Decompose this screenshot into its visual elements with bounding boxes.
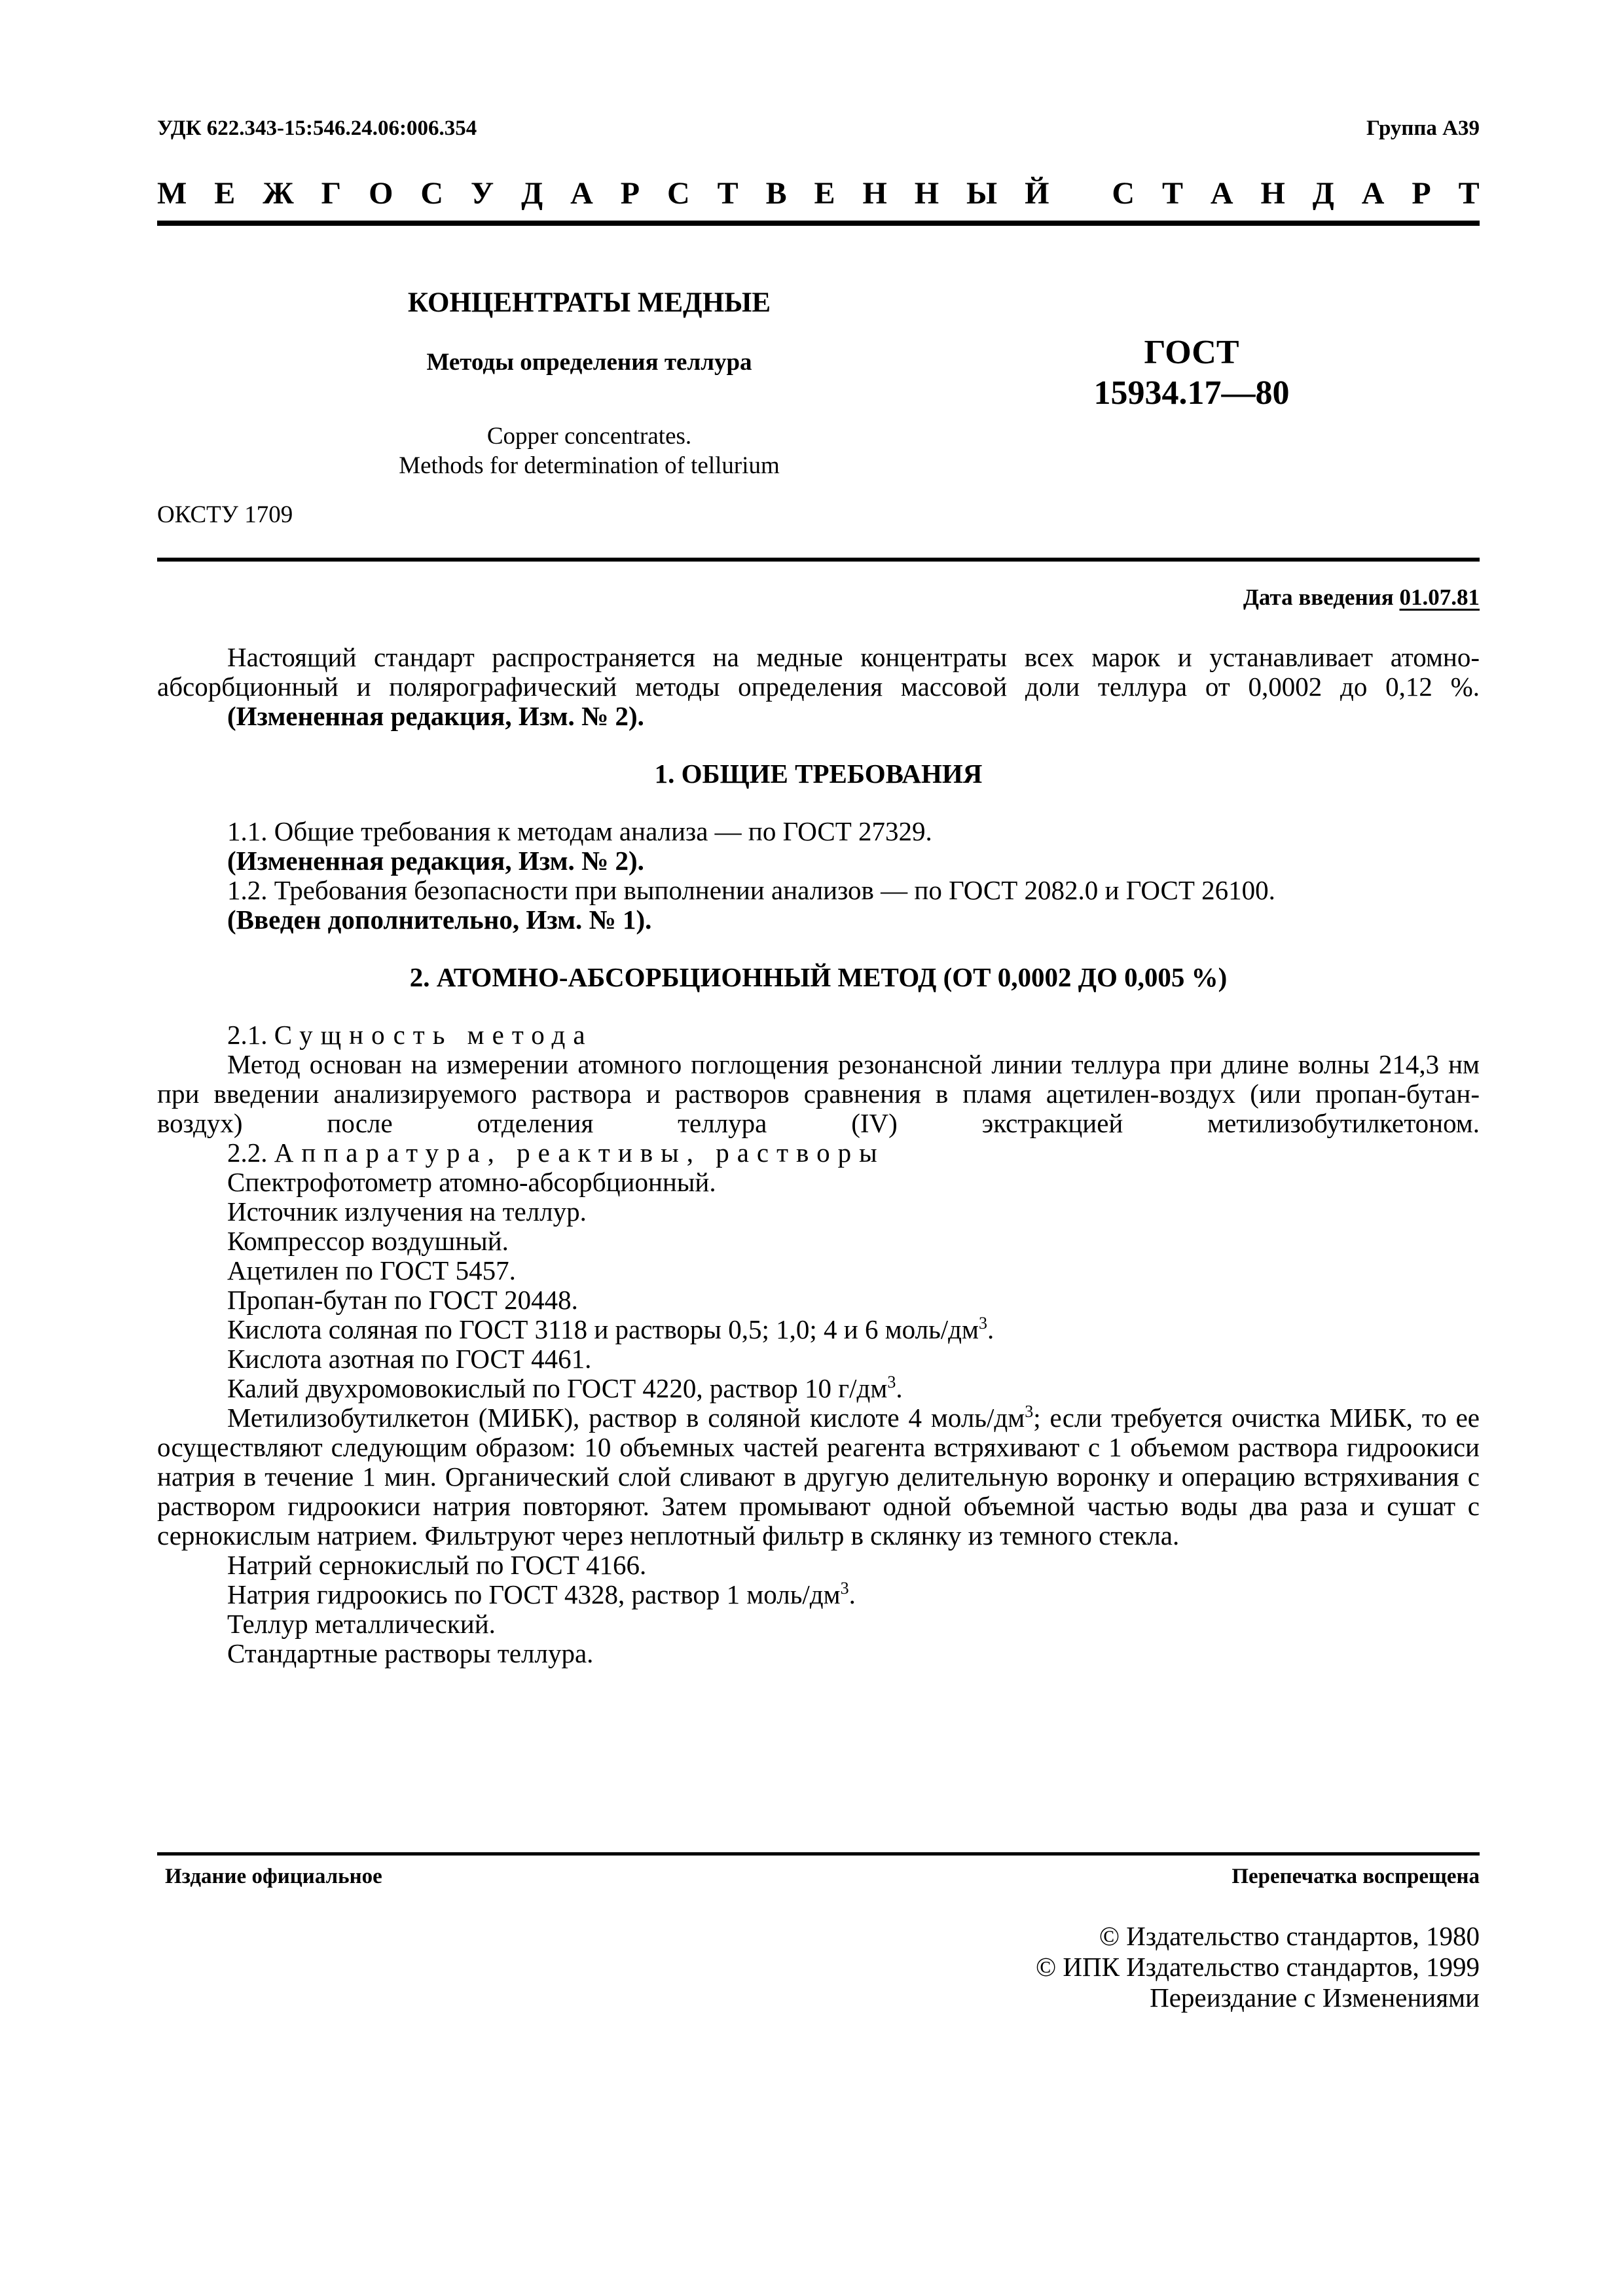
document-body bbox=[157, 643, 1480, 1668]
intro-date-label: Дата введения bbox=[1243, 584, 1394, 610]
copyright-1980: © Издательство стандартов, 1980 bbox=[1099, 1921, 1480, 1951]
superscript: 3 bbox=[978, 1314, 987, 1333]
item-end: . bbox=[896, 1373, 903, 1403]
gost-block bbox=[1061, 332, 1322, 414]
superscript: 3 bbox=[840, 1579, 849, 1598]
list-item: Стандартные растворы теллура. bbox=[227, 1638, 594, 1668]
standard-banner bbox=[157, 175, 1480, 211]
banner-letter: Е bbox=[214, 176, 236, 211]
section-1-heading: 1. ОБЩИЕ ТРЕБОВАНИЯ bbox=[654, 759, 983, 789]
list-item: Пропан-бутан по ГОСТ 20448. bbox=[227, 1285, 578, 1315]
subtitle-ru: Методы определения теллура bbox=[426, 349, 752, 376]
section-2-heading: 2. АТОМНО-АБСОРБЦИОННЫЙ МЕТОД (ОТ 0,0002 ДО 0,005 %) bbox=[409, 962, 1228, 992]
list-item bbox=[157, 1374, 1480, 1403]
banner-letter: Г bbox=[321, 176, 342, 211]
banner-letter: В bbox=[765, 176, 787, 211]
banner-letter: Т bbox=[717, 176, 739, 211]
clause-2-1-title: Сущность метода bbox=[274, 1020, 593, 1050]
banner-letter: Т bbox=[1161, 176, 1183, 211]
udk-code: УДК 622.343-15:546.24.06:006.354 bbox=[157, 117, 477, 140]
title-block bbox=[314, 287, 864, 480]
list-item: Компрессор воздушный. bbox=[227, 1226, 509, 1256]
intro-date-value: 01.07.81 bbox=[1399, 584, 1480, 610]
item-text-cont: ; если требуется очистка МИБК, то ее осуществляют следующим образом: 10 объемных частей реагента встряхивают с 1 объемом раствора гидроокиси натрия в течение 1 мин. Органический слой сливают в другую делительную воронку и операцию встряхивания с раствором гидроокиси натрия повторяют. Затем промывают одной объемной частью воды два раза и сушат с сернокислым натрием. Фильтруют через неплотный фильтр в склянку из темного стекла. bbox=[157, 1403, 1480, 1551]
list-item: Ацетилен по ГОСТ 5457. bbox=[227, 1255, 516, 1285]
title-en-line1: Copper concentrates. bbox=[486, 423, 692, 450]
banner-letter: О bbox=[369, 176, 393, 211]
banner-letter: Н bbox=[1260, 176, 1285, 211]
banner-letter: С bbox=[667, 176, 690, 211]
item-end: . bbox=[848, 1579, 856, 1609]
okstu-code: ОКСТУ 1709 bbox=[157, 501, 293, 528]
item-end: . bbox=[987, 1314, 994, 1344]
clause-2-1-number: 2.1. bbox=[227, 1020, 268, 1050]
intro-paragraph: Настоящий стандарт распространяется на медные концентраты всех марок и устанавливает атомно-абсорбционный и полярографический методы определения массовой доли теллура от 0,0002 до 0,12 %. bbox=[157, 642, 1480, 702]
title-ru: КОНЦЕНТРАТЫ МЕДНЫЕ bbox=[407, 287, 771, 318]
item-text: Натрия гидроокись по ГОСТ 4328, раствор 1 моль/дм bbox=[227, 1579, 841, 1609]
banner-letter: Н bbox=[862, 176, 887, 211]
list-item: Источник излучения на теллур. bbox=[227, 1196, 587, 1227]
list-item bbox=[157, 1580, 1480, 1609]
banner-letter: Д bbox=[521, 176, 543, 211]
banner-letter: Т bbox=[1458, 176, 1480, 211]
superscript: 3 bbox=[887, 1372, 896, 1391]
footer-rule bbox=[157, 1852, 1480, 1856]
banner-letter: Ы bbox=[966, 176, 998, 211]
superscript: 3 bbox=[1025, 1402, 1034, 1421]
footer-official: Издание официальное bbox=[165, 1865, 382, 1888]
item-text: Кислота соляная по ГОСТ 3118 и растворы 0,5; 1,0; 4 и 6 моль/дм bbox=[227, 1314, 979, 1344]
clause-1-2: 1.2. Требования безопасности при выполнении анализов — по ГОСТ 2082.0 и ГОСТ 26100. bbox=[227, 875, 1275, 905]
banner-letter: Е bbox=[814, 176, 835, 211]
banner-letter bbox=[1076, 175, 1084, 211]
clause-2-2-title: Аппаратура, реактивы, растворы bbox=[274, 1138, 885, 1168]
title-en-line2: Methods for determination of tellurium bbox=[399, 452, 780, 479]
list-item: Кислота азотная по ГОСТ 4461. bbox=[227, 1344, 592, 1374]
clause-2-1-heading bbox=[157, 1020, 1480, 1050]
list-item: Спектрофотометр атомно-абсорбционный. bbox=[227, 1167, 716, 1197]
clause-2-1-text: Метод основан на измерении атомного поглощения резонансной линии теллура при длине волны 214,3 нм при введении анализируемого раствора и растворов сравнения в пламя ацетилен-воздух (или пропан-бутан-воздух) после отделения теллура (IV) экстракцией метилизобутилкетоном. bbox=[157, 1049, 1480, 1138]
banner-letter: Д bbox=[1312, 176, 1334, 211]
gost-number: 15934.17—80 bbox=[1093, 374, 1290, 412]
clause-2-2-heading bbox=[157, 1138, 1480, 1168]
list-item bbox=[157, 1315, 1480, 1344]
banner-letter: У bbox=[470, 176, 494, 211]
clause-1-2-amendment: (Введен дополнительно, Изм. № 1). bbox=[227, 905, 652, 935]
item-text: Метилизобутилкетон (МИБК), раствор в соляной кислоте 4 моль/дм bbox=[227, 1403, 1025, 1433]
clause-1-1: 1.1. Общие требования к методам анализа — по ГОСТ 27329. bbox=[227, 816, 932, 846]
footer-reprint: Перепечатка воспрещена bbox=[1231, 1865, 1480, 1888]
top-rule bbox=[157, 221, 1480, 226]
banner-letter: С bbox=[1112, 176, 1135, 211]
gost-label: ГОСТ bbox=[1144, 334, 1239, 371]
banner-letter: М bbox=[157, 176, 187, 211]
banner-letter: Р bbox=[620, 176, 640, 211]
banner-letter: Р bbox=[1412, 176, 1431, 211]
intro-amendment: (Измененная редакция, Изм. № 2). bbox=[227, 701, 644, 731]
list-item bbox=[157, 1403, 1480, 1551]
title-rule bbox=[157, 558, 1480, 562]
item-text: Калий двухромовокислый по ГОСТ 4220, раствор 10 г/дм bbox=[227, 1373, 888, 1403]
clause-1-1-amendment: (Измененная редакция, Изм. № 2). bbox=[227, 846, 644, 876]
copyright-block bbox=[1036, 1921, 1480, 2013]
list-item: Теллур металлический. bbox=[227, 1609, 496, 1639]
banner-letter: Й bbox=[1025, 176, 1049, 211]
copyright-1999: © ИПК Издательство стандартов, 1999 bbox=[1035, 1952, 1480, 1982]
banner-letter: А bbox=[570, 176, 593, 211]
intro-date bbox=[1243, 584, 1480, 611]
banner-letter: А bbox=[1361, 176, 1385, 211]
group-code: Группа А39 bbox=[1366, 117, 1480, 140]
list-item: Натрий сернокислый по ГОСТ 4166. bbox=[227, 1550, 647, 1580]
banner-letter: А bbox=[1210, 176, 1233, 211]
banner-letter: Ж bbox=[263, 176, 294, 211]
reissue-note: Переиздание с Изменениями bbox=[1150, 1982, 1480, 2013]
banner-letter: Н bbox=[914, 176, 939, 211]
clause-2-2-number: 2.2. bbox=[227, 1138, 268, 1168]
banner-letter: С bbox=[420, 176, 444, 211]
